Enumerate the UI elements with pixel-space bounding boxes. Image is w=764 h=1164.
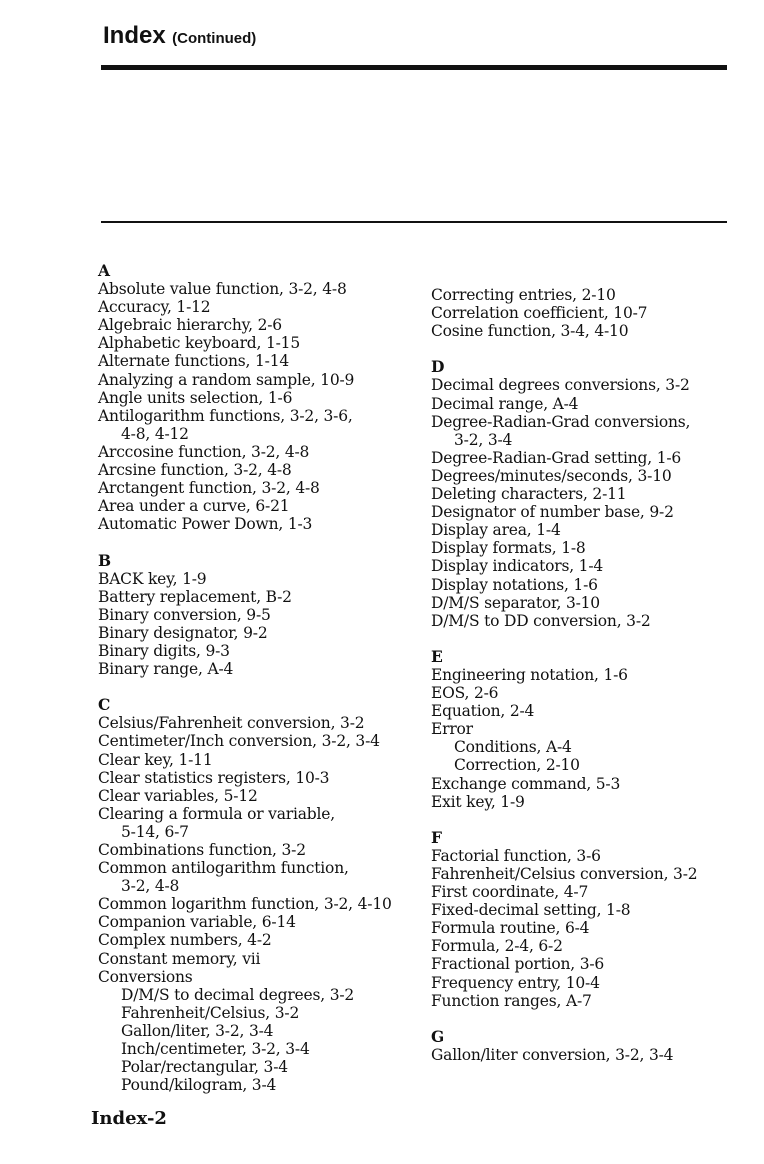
entry-text: Analyzing a random sample, 10-9 — [98, 370, 355, 389]
index-entry — [98, 461, 408, 479]
entry-text: Display area, 1-4 — [431, 521, 561, 540]
section-letter: C — [98, 695, 111, 715]
entry-text: Correction, 2-10 — [454, 756, 580, 775]
entry-text: Binary conversion, 9-5 — [98, 605, 271, 624]
index-entry — [98, 751, 408, 769]
index-entry — [431, 955, 731, 973]
entry-text: Degrees/minutes/seconds, 3-10 — [431, 466, 672, 485]
index-entry — [431, 304, 731, 322]
index-entry — [98, 913, 408, 931]
index-entry — [431, 883, 731, 901]
index-entry — [431, 1046, 731, 1064]
entry-text: Alphabetic keyboard, 1-15 — [98, 334, 301, 353]
index-entry — [431, 992, 731, 1010]
entry-text: Fahrenheit/Celsius, 3-2 — [121, 1003, 300, 1022]
index-entry — [98, 334, 408, 352]
index-subentry — [431, 756, 731, 774]
index-subentry — [98, 1022, 408, 1040]
index-entry — [98, 352, 408, 370]
entry-text: Correlation coefficient, 10-7 — [431, 304, 648, 323]
entry-text: Area under a curve, 6-21 — [98, 497, 290, 516]
section-letter: D — [431, 357, 445, 377]
index-entry — [431, 539, 731, 557]
index-section — [431, 358, 731, 629]
index-entry — [431, 594, 731, 612]
entry-text: Battery replacement, B-2 — [98, 587, 292, 606]
index-section — [98, 262, 408, 533]
entry-text: Algebraic hierarchy, 2-6 — [98, 316, 282, 335]
index-subentry — [98, 986, 408, 1004]
index-entry — [431, 557, 731, 575]
index-entry — [431, 720, 731, 738]
entry-text: D/M/S separator, 3-10 — [431, 593, 600, 612]
index-entry — [431, 974, 731, 992]
entry-text: Arctangent function, 3-2, 4-8 — [98, 479, 320, 498]
entry-text: Conversions — [98, 967, 193, 986]
index-section — [431, 648, 731, 811]
index-entry — [98, 371, 408, 389]
index-entry — [431, 847, 731, 865]
entry-text: Binary digits, 9-3 — [98, 641, 230, 660]
index-entry — [431, 576, 731, 594]
index-subentry — [98, 1058, 408, 1076]
entry-text: Engineering notation, 1-6 — [431, 665, 628, 684]
index-entry — [98, 968, 408, 986]
entry-text: Combinations function, 3-2 — [98, 841, 306, 859]
entry-text: Automatic Power Down, 1-3 — [98, 515, 313, 534]
index-entry — [98, 624, 408, 642]
index-section — [431, 829, 731, 1010]
entry-text: Formula, 2-4, 6-2 — [431, 937, 563, 956]
entry-text: Gallon/liter, 3-2, 3-4 — [121, 1021, 274, 1040]
entry-text: Exit key, 1-9 — [431, 792, 525, 811]
index-subentry — [98, 1040, 408, 1058]
index-entry — [98, 515, 408, 533]
entry-text: Common logarithm function, 3-2, 4-10 — [98, 895, 392, 914]
entry-text: Error — [431, 720, 473, 739]
index-subentry — [431, 738, 731, 756]
index-entry — [98, 570, 408, 588]
entry-text: Centimeter/Inch conversion, 3-2, 3-4 — [98, 732, 380, 751]
index-entry — [431, 521, 731, 539]
index-entry — [98, 841, 408, 859]
index-subentry — [98, 1076, 408, 1094]
entry-text: Equation, 2-4 — [431, 702, 535, 721]
index-entry — [98, 280, 408, 298]
entry-text: Antilogarithm functions, 3-2, 3-6, — [98, 406, 353, 425]
entry-text: Fahrenheit/Celsius conversion, 3-2 — [431, 865, 698, 883]
entry-text: D/M/S to DD conversion, 3-2 — [431, 611, 651, 630]
entry-text: Fixed-decimal setting, 1-8 — [431, 901, 631, 920]
entry-text: Arccosine function, 3-2, 4-8 — [98, 442, 310, 461]
entry-text: Cosine function, 3-4, 4-10 — [431, 322, 629, 341]
index-entry — [98, 316, 408, 334]
entry-text: Display notations, 1-6 — [431, 575, 598, 594]
index-section — [431, 1028, 731, 1064]
index-entry — [431, 937, 731, 955]
index-column-left — [98, 262, 408, 1112]
index-entry — [98, 298, 408, 316]
entry-continuation: 4-8, 4-12 — [121, 424, 189, 443]
index-entry — [98, 732, 408, 750]
entry-text: Absolute value function, 3-2, 4-8 — [98, 280, 347, 299]
section-rule — [101, 221, 727, 223]
entry-text: Pound/kilogram, 3-4 — [121, 1076, 277, 1095]
index-entry — [431, 775, 731, 793]
entry-text: Inch/centimeter, 3-2, 3-4 — [121, 1040, 310, 1059]
entry-text: Display indicators, 1-4 — [431, 557, 604, 576]
entry-text: Deleting characters, 2-11 — [431, 485, 627, 504]
entry-text: Complex numbers, 4-2 — [98, 931, 272, 950]
index-entry — [98, 859, 408, 895]
entry-text: Exchange command, 5-3 — [431, 774, 621, 793]
page-number: Index-2 — [91, 1108, 167, 1129]
index-entry — [98, 497, 408, 515]
index-entry — [431, 449, 731, 467]
index-entry — [98, 660, 408, 678]
entry-text: Angle units selection, 1-6 — [98, 388, 293, 407]
entry-text: Formula routine, 6-4 — [431, 919, 590, 938]
entry-text: Polar/rectangular, 3-4 — [121, 1058, 288, 1077]
index-entry — [431, 286, 731, 304]
entry-text: Designator of number base, 9-2 — [431, 503, 674, 522]
entry-text: Binary range, A-4 — [98, 660, 234, 679]
index-entry — [431, 467, 731, 485]
entry-text: Fractional portion, 3-6 — [431, 955, 605, 974]
index-entry — [431, 413, 731, 449]
index-entry — [431, 612, 731, 630]
index-entry — [431, 322, 731, 340]
entry-text: Degree-Radian-Grad setting, 1-6 — [431, 448, 682, 467]
index-entry — [98, 805, 408, 841]
index-section — [431, 286, 731, 340]
entry-text: Clear key, 1-11 — [98, 750, 213, 769]
entry-text: Gallon/liter conversion, 3-2, 3-4 — [431, 1045, 674, 1064]
index-entry — [98, 787, 408, 805]
entry-text: Alternate functions, 1-14 — [98, 352, 290, 371]
entry-continuation: 5-14, 6-7 — [121, 822, 189, 841]
index-entry — [98, 606, 408, 624]
index-entry — [98, 389, 408, 407]
index-column-right — [431, 286, 731, 1082]
index-entry — [431, 919, 731, 937]
entry-text: Binary designator, 9-2 — [98, 623, 268, 642]
index-entry — [98, 479, 408, 497]
page-header — [103, 22, 256, 50]
index-entry — [98, 950, 408, 968]
entry-text: Display formats, 1-8 — [431, 539, 586, 558]
entry-text: EOS, 2-6 — [431, 684, 499, 703]
index-entry — [98, 407, 408, 443]
index-entry — [431, 684, 731, 702]
entry-text: Arcsine function, 3-2, 4-8 — [98, 461, 292, 480]
index-section — [98, 552, 408, 679]
section-letter: B — [98, 550, 111, 570]
index-entry — [431, 865, 731, 883]
entry-text: Clear statistics registers, 10-3 — [98, 768, 330, 787]
section-letter: F — [431, 827, 442, 847]
index-entry — [431, 901, 731, 919]
section-letter: G — [431, 1026, 445, 1046]
entry-text: Celsius/Fahrenheit conversion, 3-2 — [98, 714, 365, 733]
entry-text: BACK key, 1-9 — [98, 569, 207, 588]
index-entry — [431, 395, 731, 413]
entry-text: Function ranges, A-7 — [431, 991, 592, 1010]
index-entry — [431, 793, 731, 811]
entry-text: First coordinate, 4-7 — [431, 883, 589, 902]
entry-continuation: 3-2, 4-8 — [121, 877, 180, 896]
index-entry — [98, 443, 408, 461]
page-subtitle: (Continued) — [172, 30, 257, 47]
entry-text: Conditions, A-4 — [454, 738, 572, 757]
index-section — [98, 696, 408, 1094]
header-rule — [101, 65, 727, 70]
entry-text: Decimal range, A-4 — [431, 394, 579, 413]
entry-text: D/M/S to decimal degrees, 3-2 — [121, 985, 355, 1004]
index-entry — [98, 642, 408, 660]
index-entry — [98, 895, 408, 913]
index-entry — [98, 769, 408, 787]
entry-text: Frequency entry, 10-4 — [431, 973, 600, 992]
entry-text: Correcting entries, 2-10 — [431, 286, 616, 304]
entry-text: Clearing a formula or variable, — [98, 804, 335, 823]
index-entry — [98, 588, 408, 606]
section-letter: A — [98, 261, 110, 280]
entry-text: Degree-Radian-Grad conversions, — [431, 412, 691, 431]
index-entry — [98, 714, 408, 732]
entry-continuation: 3-2, 3-4 — [454, 430, 513, 449]
index-entry — [431, 503, 731, 521]
index-entry — [431, 485, 731, 503]
entry-text: Companion variable, 6-14 — [98, 913, 296, 932]
index-entry — [98, 931, 408, 949]
entry-text: Common antilogarithm function, — [98, 859, 349, 878]
index-subentry — [98, 1004, 408, 1022]
entry-text: Clear variables, 5-12 — [98, 786, 258, 805]
entry-text: Factorial function, 3-6 — [431, 846, 601, 865]
entry-text: Accuracy, 1-12 — [98, 298, 211, 317]
entry-text: Decimal degrees conversions, 3-2 — [431, 376, 690, 395]
entry-text: Constant memory, vii — [98, 949, 261, 968]
section-letter: E — [431, 646, 443, 666]
index-entry — [431, 376, 731, 394]
index-entry — [431, 666, 731, 684]
index-entry — [431, 702, 731, 720]
page-title: Index — [103, 22, 166, 49]
